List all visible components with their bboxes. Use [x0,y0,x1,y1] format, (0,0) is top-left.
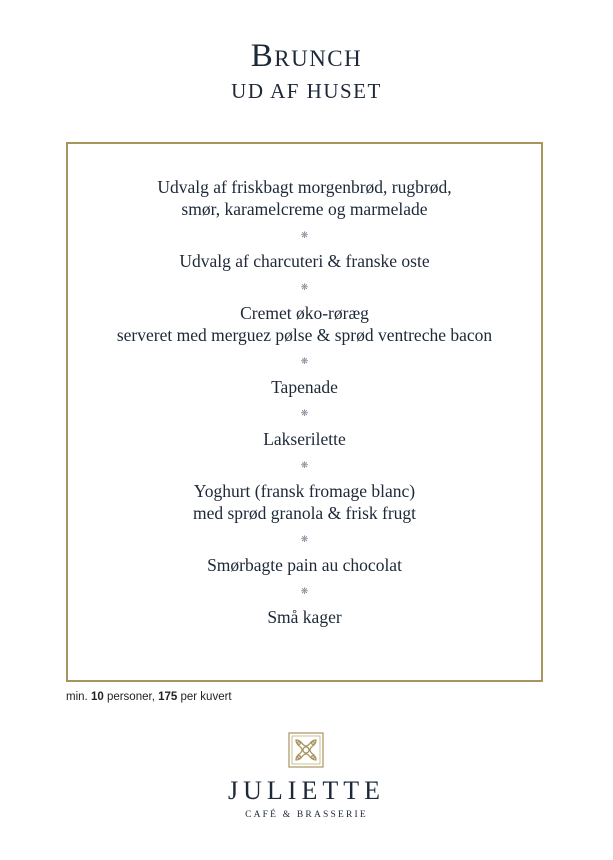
pricing-note [66,691,232,703]
separator-icon: ❋ [300,230,309,240]
page-subtitle: UD AF HUSET [231,79,382,103]
menu-item-line: smør, karamelcreme og marmelade [181,199,428,219]
persons-label: personer, [106,691,155,703]
separator-icon: ❋ [300,534,309,544]
separator-icon: ❋ [300,460,309,470]
menu-item-line: Udvalg af friskbagt morgenbrød, rugbrød, [157,177,452,197]
menu-item [68,176,541,220]
price-value: 175 [158,691,178,703]
separator-icon: ❋ [300,282,309,292]
menu-item-line: serveret med merguez pølse & sprød ventreche bacon [116,325,493,345]
menu-item-line: Yoghurt (fransk fromage blanc) [193,481,416,501]
separator-icon: ❋ [300,356,309,366]
menu-item [68,376,541,398]
menu-item [68,554,541,576]
menu-list [68,176,541,628]
brand-tagline: CAFÉ & BRASSERIE [245,810,368,820]
separator-icon: ❋ [300,408,309,418]
page-title: Brunch [250,38,363,74]
menu-item-line: Lakserilette [263,429,346,449]
menu-item-line: Tapenade [271,377,338,397]
min-persons: 10 [90,691,104,703]
brand-name: JULIETTE [228,776,385,805]
menu-item [68,250,541,272]
price-label: per kuvert [180,691,232,703]
menu-item-line: Små kager [267,607,342,627]
menu-item [68,480,541,524]
menu-item-line: Cremet øko-røræg [240,303,369,323]
menu-item-line: Smørbagte pain au chocolat [207,555,402,575]
separator-icon: ❋ [300,586,309,596]
menu-item-line: Udvalg af charcuteri & franske oste [179,251,430,271]
menu-item [68,428,541,450]
pricing-prefix: min. [66,691,88,703]
menu-item [68,606,541,628]
ornament-emblem-icon [288,732,324,768]
menu-item-line: med sprød granola & frisk frugt [192,503,417,523]
menu-frame [66,142,543,682]
menu-item [68,302,541,346]
